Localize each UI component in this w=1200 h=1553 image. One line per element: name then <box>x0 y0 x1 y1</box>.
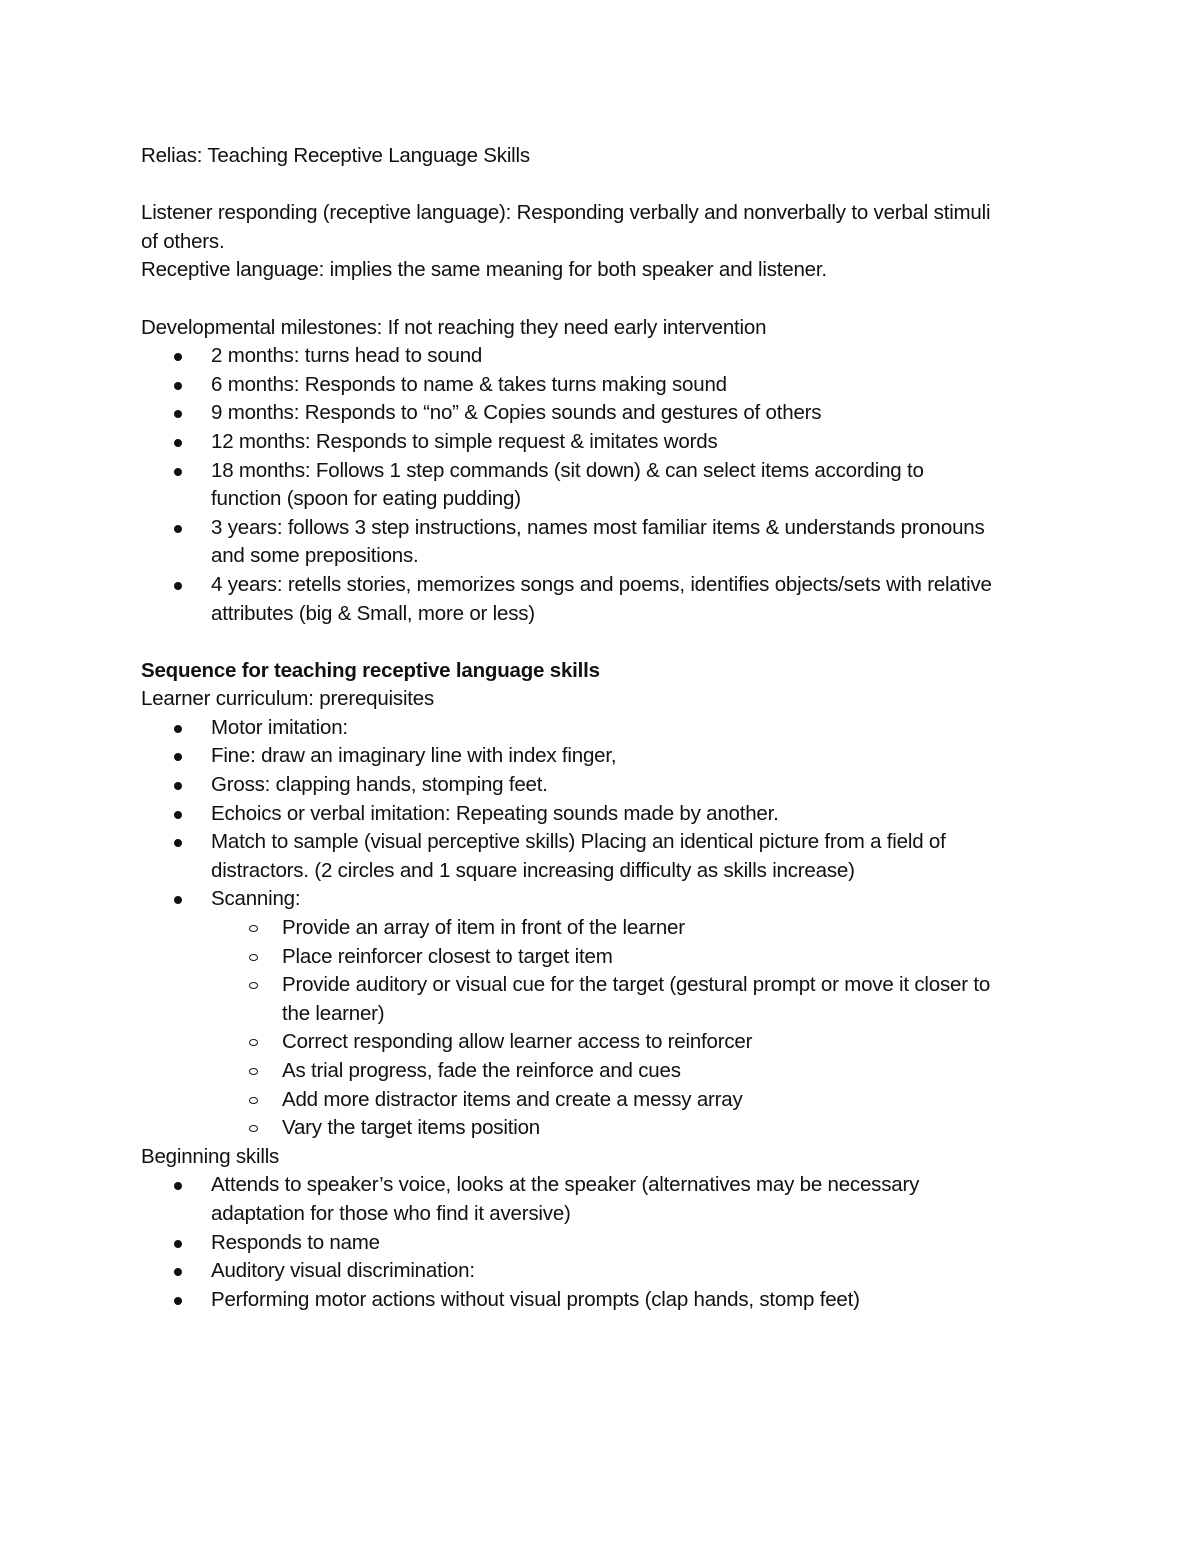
intro-listener-responding <box>141 199 1061 256</box>
blank-line <box>141 285 1061 314</box>
blank-line <box>141 628 1061 657</box>
bullet-icon <box>174 782 182 790</box>
hollow-bullet-icon <box>249 1039 258 1046</box>
hollow-bullet-icon <box>249 1068 258 1075</box>
list-item: Scanning: <box>141 885 1061 914</box>
list-item: Attends to speaker’s voice, looks at the speaker (alternatives may be necessary adaptation for those who find it aversive) <box>141 1171 1061 1228</box>
sublist-item: Vary the target items position <box>141 1114 1061 1143</box>
hollow-bullet-icon <box>249 1125 258 1132</box>
list-item: 4 years: retells stories, memorizes songs and poems, identifies objects/sets with relative attributes (big & Small, more or less) <box>141 571 1061 628</box>
beginning-skills-list <box>141 1171 1061 1314</box>
intro-receptive-language: Receptive language: implies the same meaning for both speaker and listener. <box>141 258 827 282</box>
bullet-icon <box>174 1297 182 1305</box>
bullet-icon <box>174 725 182 733</box>
blank-line <box>141 171 1061 200</box>
milestones-heading: Developmental milestones: If not reaching they need early intervention <box>141 315 767 339</box>
prerequisites-list <box>141 714 1061 914</box>
bullet-icon <box>174 410 182 418</box>
bullet-icon <box>174 468 182 476</box>
list-item: 2 months: turns head to sound <box>141 342 1061 371</box>
sublist-item: Place reinforcer closest to target item <box>141 943 1061 972</box>
bullet-icon <box>174 382 182 390</box>
list-item: Responds to name <box>141 1229 1061 1258</box>
bullet-icon <box>174 1182 182 1190</box>
hollow-bullet-icon <box>249 982 258 989</box>
bullet-icon <box>174 1268 182 1276</box>
list-item: 6 months: Responds to name & takes turns making sound <box>141 371 1061 400</box>
document-body <box>141 142 1061 1314</box>
bullet-icon <box>174 353 182 361</box>
hollow-bullet-icon <box>249 954 258 961</box>
list-item: Gross: clapping hands, stomping feet. <box>141 771 1061 800</box>
list-item: Echoics or verbal imitation: Repeating sounds made by another. <box>141 800 1061 829</box>
list-item: 3 years: follows 3 step instructions, names most familiar items & understands pronouns and some prepositions. <box>141 514 1061 571</box>
bullet-icon <box>174 753 182 761</box>
sublist-item: Add more distractor items and create a messy array <box>141 1086 1061 1115</box>
bullet-icon <box>174 439 182 447</box>
sublist-item: As trial progress, fade the reinforce and cues <box>141 1057 1061 1086</box>
list-item: 12 months: Responds to simple request & imitates words <box>141 428 1061 457</box>
list-item: Auditory visual discrimination: <box>141 1257 1061 1286</box>
sublist-item: Correct responding allow learner access to reinforcer <box>141 1028 1061 1057</box>
document-title: Relias: Teaching Receptive Language Skills <box>141 144 530 167</box>
sequence-subheading: Learner curriculum: prerequisites <box>141 687 435 711</box>
bullet-icon <box>174 896 182 904</box>
bullet-icon <box>174 525 182 533</box>
bullet-icon <box>174 811 182 819</box>
sublist-item: Provide an array of item in front of the learner <box>141 914 1061 943</box>
sublist-item: Provide auditory or visual cue for the target (gestural prompt or move it closer to the learner) <box>141 971 1061 1028</box>
sequence-heading: Sequence for teaching receptive language skills <box>141 658 600 682</box>
bullet-icon <box>174 839 182 847</box>
hollow-bullet-icon <box>249 925 258 932</box>
beginning-skills-heading: Beginning skills <box>141 1144 280 1168</box>
hollow-bullet-icon <box>249 1097 258 1104</box>
bullet-icon <box>174 1240 182 1248</box>
intro-line-1-continued: of others. <box>141 229 225 253</box>
list-item: Motor imitation: <box>141 714 1061 743</box>
list-item: Fine: draw an imaginary line with index finger, <box>141 742 1061 771</box>
scanning-sublist <box>141 914 1061 1143</box>
list-item: 18 months: Follows 1 step commands (sit down) & can select items according to function (spoon for eating pudding) <box>141 457 1061 514</box>
bullet-icon <box>174 582 182 590</box>
intro-line-1: Listener responding (receptive language): Responding verbally and nonverbally to verbal stimuli <box>141 201 991 225</box>
milestones-list <box>141 342 1061 628</box>
list-item: 9 months: Responds to “no” & Copies sounds and gestures of others <box>141 399 1061 428</box>
list-item: Match to sample (visual perceptive skills) Placing an identical picture from a field of distractors. (2 circles and 1 square increasing difficulty as skills increase) <box>141 828 1061 885</box>
list-item: Performing motor actions without visual prompts (clap hands, stomp feet) <box>141 1286 1061 1315</box>
